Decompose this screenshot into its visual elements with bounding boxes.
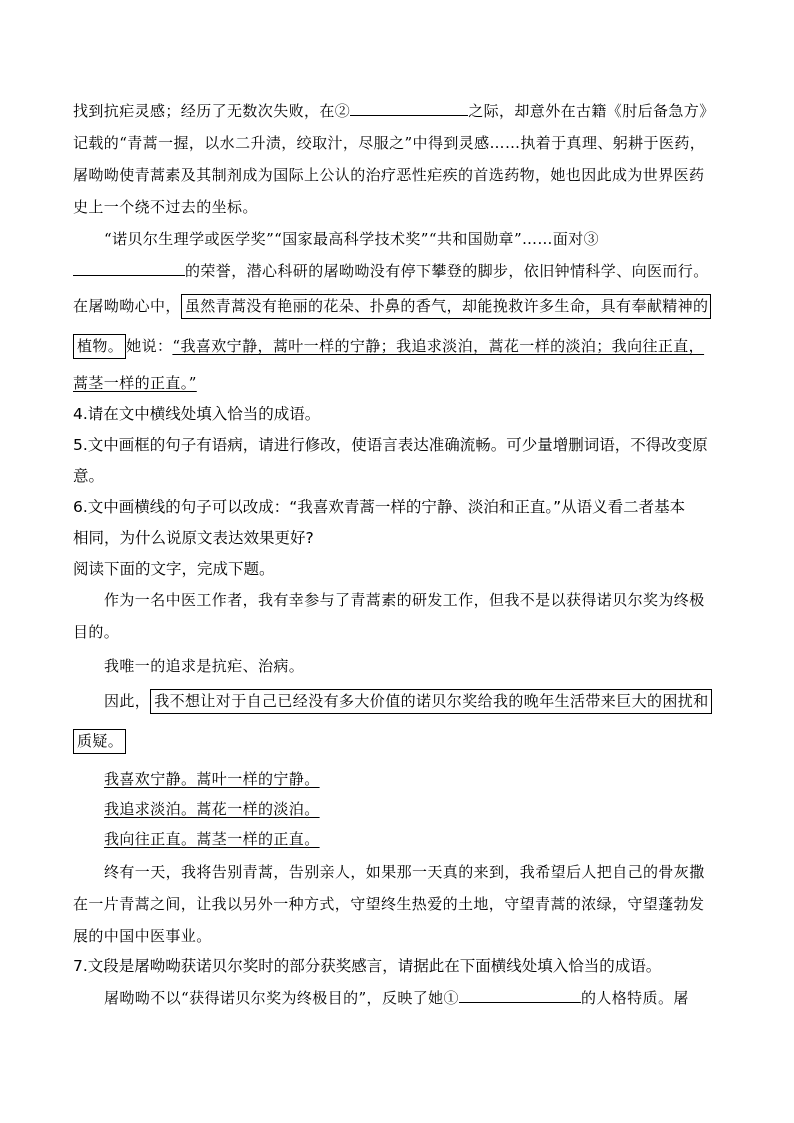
passage2-p1-line-2: 目的。 — [73, 623, 120, 641]
question-7: 7.文段是屠呦呦获诺贝尔奖时的部分获奖感言，请据此在下面横线处填入恰当的成语。 — [73, 957, 662, 975]
passage2-p4-line-3: 展的中国中医事业。 — [73, 927, 212, 945]
question-6-line-2: 相同，为什么说原文表达效果更好? — [73, 529, 314, 547]
passage2-p4-line-2: 在一片青蒿之间，让我以另外一种方式，守望终生热爱的土地，守望青蒿的浓绿，守望蓬勃发 — [73, 895, 705, 913]
text-span: 在屠呦呦心中， — [73, 297, 181, 315]
underlined-sentence: “我喜欢宁静，蒿叶一样的宁静；我追求淡泊，蒿花一样的淡泊；我向往正直， — [172, 337, 705, 355]
underlined-sentence: 我喜欢宁静。蒿叶一样的宁静。 — [104, 770, 320, 788]
passage1-line-8 — [73, 336, 704, 356]
passage2-p4-line-1: 终有一天，我将告别青蒿，告别亲人，如果那一天真的来到，我希望后人把自己的骨灰撒 — [104, 863, 705, 881]
boxed-sentence: 质疑。 — [73, 729, 126, 754]
passage2-underlined-3 — [104, 829, 320, 849]
underlined-sentence: 我追求淡泊。蒿花一样的淡泊。 — [104, 800, 320, 818]
passage2-underlined-1 — [104, 769, 320, 789]
text-span: 屠呦呦不以“获得诺贝尔奖为终极目的”，反映了她① — [104, 989, 459, 1007]
fill-blank-2[interactable] — [350, 101, 468, 116]
passage1-line-6 — [73, 261, 709, 281]
passage1-line-2: 记载的“青蒿一握，以水二升渍，绞取汁，尽服之”中得到灵感……执着于真理、躬耕于医药， — [73, 134, 706, 152]
passage2-p3-line-1 — [104, 691, 712, 711]
passage1-line-1 — [73, 101, 715, 121]
passage1-line-5: “诺贝尔生理学或医学奖”“国家最高科学技术奖”“共和国勋章”……面对③ — [104, 230, 600, 248]
text-span: 因此， — [104, 692, 151, 710]
underlined-sentence: 蒿茎一样的正直。” — [73, 374, 197, 392]
question-7-answer-line — [104, 988, 689, 1008]
passage2-p2: 我唯一的追求是抗疟、治病。 — [104, 657, 305, 675]
text-span: 之际，却意外在古籍《肘后备急方》 — [468, 102, 715, 120]
text-span: 她说： — [126, 337, 173, 355]
passage1-line-3: 屠呦呦使青蒿素及其制剂成为国际上公认的治疗恶性疟疾的首选药物，她也因此成为世界医药 — [73, 166, 705, 184]
boxed-sentence: 虽然青蒿没有艳丽的花朵、扑鼻的香气，却能挽救许多生命，具有奉献精神的 — [181, 294, 712, 319]
passage2-p1-line-1: 作为一名中医工作者，我有幸参与了青蒿素的研发工作，但我不是以获得诺贝尔奖为终极 — [104, 591, 705, 609]
passage1-line-7 — [73, 296, 711, 316]
passage2-p3-line-2 — [73, 731, 126, 751]
passage1-line-4: 史上一个绕不过去的坐标。 — [73, 198, 258, 216]
question-4: 4.请在文中横线处填入恰当的成语。 — [73, 405, 321, 423]
question-6-line-1: 6.文中画横线的句子可以改成：“我喜欢青蒿一样的宁静、淡泊和正直。”从语义看二者基本 — [73, 498, 686, 516]
text-span: 的荣誉，潜心科研的屠呦呦没有停下攀登的脚步，依旧钟情科学、向医而行。 — [185, 262, 709, 280]
text-span: 找到抗疟灵感；经历了无数次失败，在② — [73, 102, 351, 120]
text-span: 的人格特质。屠 — [580, 989, 689, 1007]
underlined-sentence: 我向往正直。蒿茎一样的正直。 — [104, 830, 320, 848]
boxed-sentence: 植物。 — [73, 334, 126, 359]
passage1-line-9 — [73, 373, 197, 393]
reading-instruction: 阅读下面的文字，完成下题。 — [73, 560, 275, 578]
fill-blank-1[interactable] — [459, 988, 581, 1003]
question-5-line-1: 5.文中画框的句子有语病，请进行修改，使语言表达准确流畅。可少量增删词语，不得改变原 — [73, 436, 708, 454]
boxed-sentence: 我不想让对于自己已经没有多大价值的诺贝尔奖给我的晚年生活带来巨大的困扰和 — [150, 689, 711, 714]
question-5-line-2: 意。 — [73, 467, 105, 485]
passage2-underlined-2 — [104, 799, 320, 819]
fill-blank-3[interactable] — [73, 261, 185, 276]
